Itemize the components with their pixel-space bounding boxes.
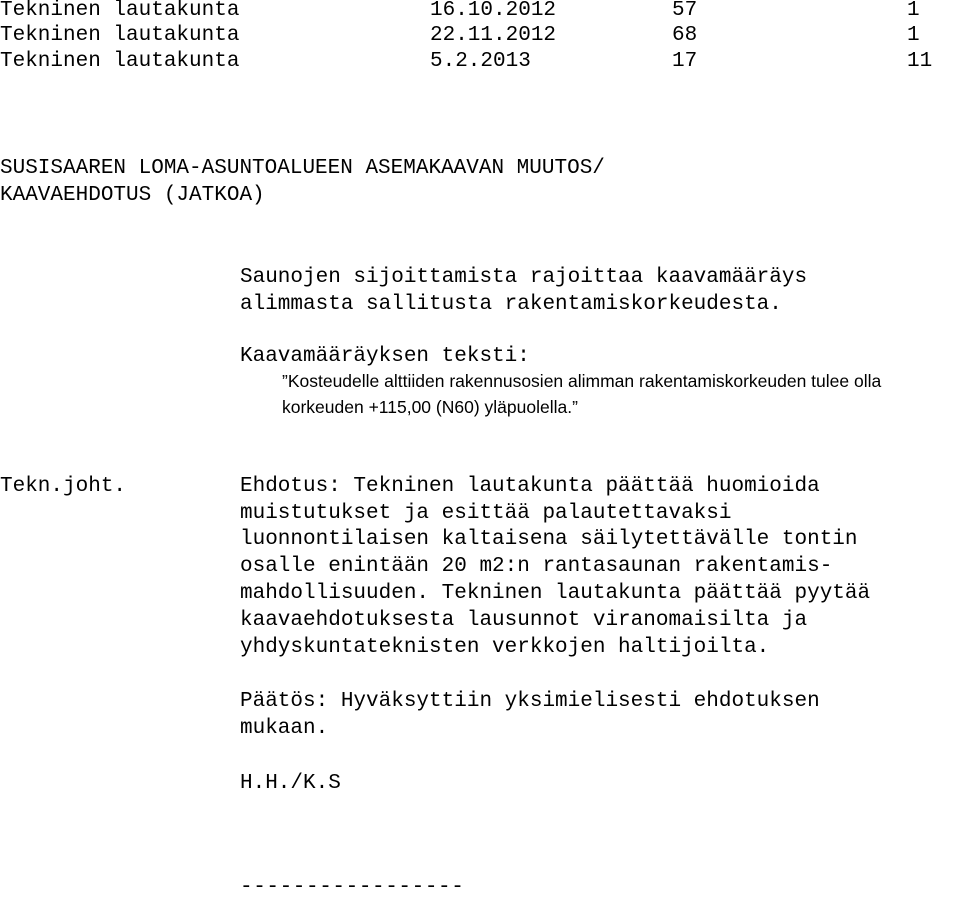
presenter-label: Tekn.joht.	[0, 475, 127, 498]
document-title-line1: SUSISAAREN LOMA-ASUNTOALUEEN ASEMAKAAVAN MUUTOS/	[0, 157, 605, 180]
proposal-line: mahdollisuuden. Tekninen lautakunta päättää pyytää	[240, 582, 871, 605]
regulation-label: Kaavamääräyksen teksti:	[240, 345, 530, 368]
meeting-body: Tekninen lautakunta	[0, 24, 240, 47]
meeting-date: 5.2.2013	[430, 50, 531, 73]
meeting-page: 1	[907, 24, 920, 47]
document-title-line2: KAAVAEHDOTUS (JATKOA)	[0, 184, 265, 207]
proposal-line: Ehdotus: Tekninen lautakunta päättää huomioida	[240, 475, 820, 498]
proposal-line: muistutukset ja esittää palautettavaksi	[240, 502, 732, 525]
meeting-date: 16.10.2012	[430, 0, 557, 22]
meeting-body: Tekninen lautakunta	[0, 50, 240, 73]
meeting-row	[0, 0, 960, 24]
meeting-section: 68	[672, 24, 698, 47]
meeting-page: 11	[907, 50, 933, 73]
regulation-quote-line2: korkeuden +115,00 (N60) yläpuolella.”	[282, 397, 578, 417]
decision-line1: Päätös: Hyväksyttiin yksimielisesti ehdotuksen	[240, 690, 820, 713]
proposal-line: luonnontilaisen kaltaisena säilytettävälle tontin	[240, 528, 858, 551]
intro-line2: alimmasta sallitusta rakentamiskorkeudesta.	[240, 293, 782, 316]
separator-line: -----------------	[240, 876, 465, 899]
meeting-body: Tekninen lautakunta	[0, 0, 240, 22]
intro-line1: Saunojen sijoittamista rajoittaa kaavamääräys	[240, 266, 808, 289]
proposal-line: osalle enintään 20 m2:n rantasaunan rakentamis-	[240, 555, 833, 578]
meeting-page: 1	[907, 0, 920, 22]
meeting-date: 22.11.2012	[430, 24, 557, 47]
meeting-row	[0, 22, 960, 49]
proposal-line: yhdyskuntateknisten verkkojen haltijoilta.	[240, 636, 770, 659]
decision-line2: mukaan.	[240, 717, 329, 740]
regulation-quote-line1: ”Kosteudelle alttiiden rakennusosien alimman rakentamiskorkeuden tulee olla	[282, 371, 882, 391]
proposal-line: kaavaehdotuksesta lausunnot viranomaisilta ja	[240, 609, 808, 632]
signature-initials: H.H./K.S	[240, 772, 341, 795]
meeting-section: 57	[672, 0, 698, 22]
meeting-row	[0, 48, 960, 75]
meeting-section: 17	[672, 50, 698, 73]
